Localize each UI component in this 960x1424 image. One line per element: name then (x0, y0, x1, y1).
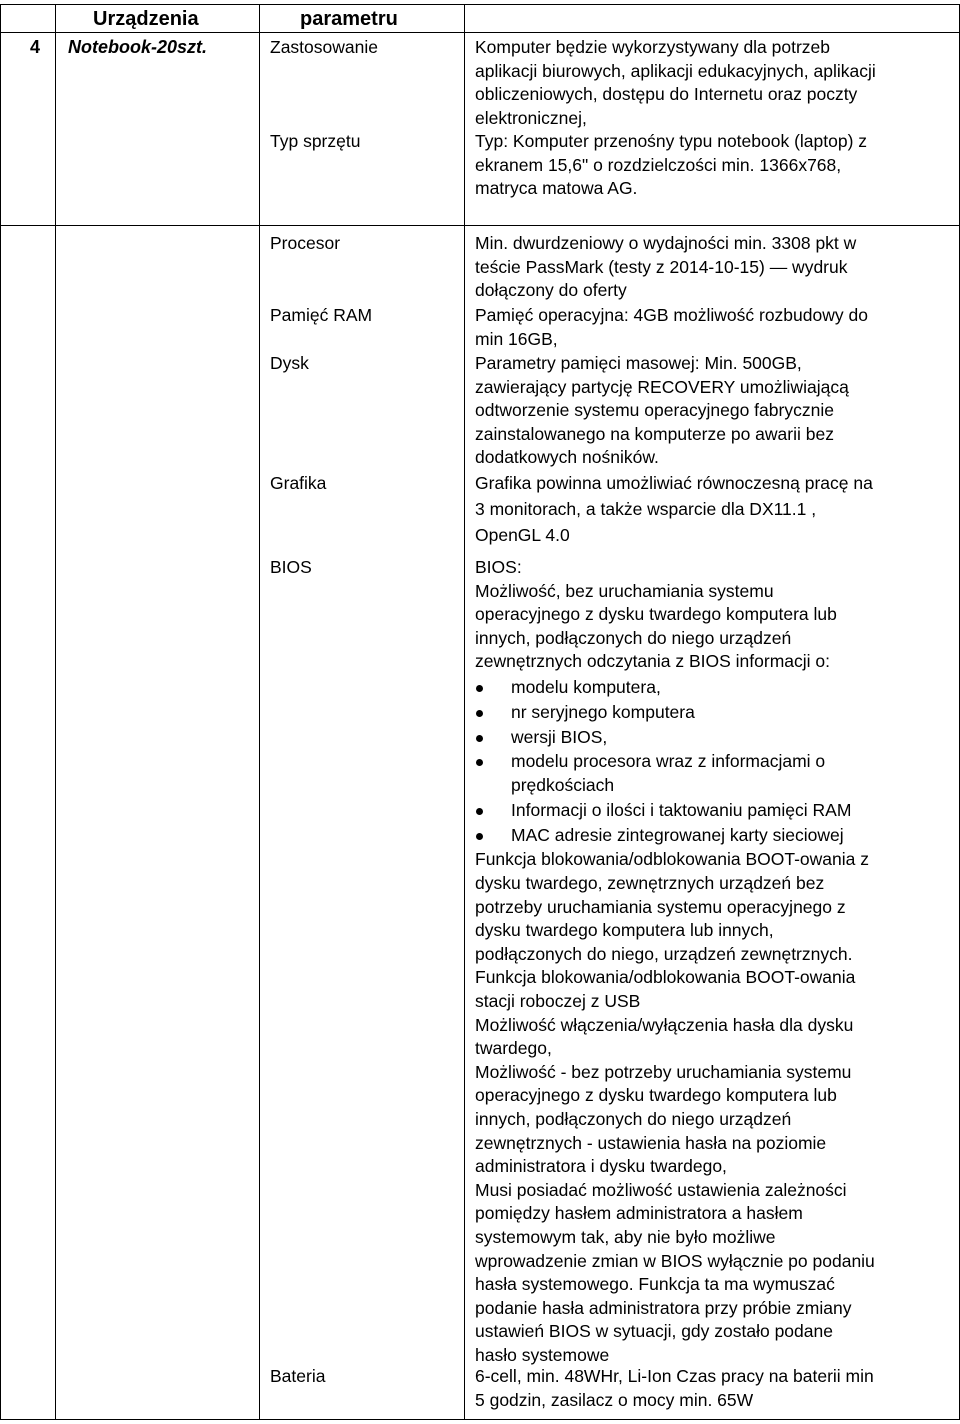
bios-bullet-line: modelu komputera, (511, 677, 661, 697)
bios-detail-line: podanie hasła administratora przy próbie zmiany (475, 1297, 852, 1318)
bios-detail-line: stacji roboczej z USB (475, 991, 641, 1011)
bios-detail-line: wprowadzenie zmian w BIOS wyłącznie po podaniu (475, 1250, 875, 1271)
param-value-line: Pamięć operacyjna: 4GB możliwość rozbudowy do (475, 305, 868, 325)
bios-detail-line: Musi posiadać możliwość ustawienia zależności (475, 1179, 847, 1200)
header-parameters: parametru (300, 8, 398, 30)
param-label: Zastosowanie (270, 37, 378, 57)
param-label: Dysk (270, 353, 309, 373)
param-value-line: min 16GB, (475, 328, 558, 349)
bios-detail-line: potrzeby uruchamiania systemu operacyjnego z (475, 896, 846, 917)
param-label: Bateria (270, 1366, 326, 1386)
param-value-line: Parametry pamięci masowej: Min. 500GB, (475, 353, 802, 373)
bios-detail-line: zewnętrznych - ustawienia hasła na poziomie (475, 1132, 827, 1153)
row-divider (0, 225, 960, 226)
bios-bullet-line: wersji BIOS, (511, 726, 608, 747)
param-value-line: 6-cell, min. 48WHr, Li-Ion Czas pracy na baterii min (475, 1366, 874, 1386)
param-value-line: 5 godzin, zasilacz o mocy min. 65W (475, 1389, 754, 1410)
bios-detail-line: dysku twardego, zewnętrznych urządzeń bez (475, 873, 825, 893)
param-label: Procesor (270, 233, 341, 253)
bios-detail-line: administratora i dysku twardego, (475, 1156, 727, 1177)
bios-detail-line: pomiędzy hasłem administratora a hasłem (475, 1203, 803, 1224)
param-label: BIOS (270, 557, 312, 577)
bios-detail-line: hasła systemowego. Funkcja ta ma wymuszać (475, 1274, 835, 1295)
param-value-line: obliczeniowych, dostępu do Internetu oraz poczty (475, 84, 858, 105)
param-value-line: ekranem 15,6" o rozdzielczości min. 1366x768, (475, 154, 842, 175)
bios-detail-line: operacyjnego z dysku twardego komputera lub (475, 1085, 837, 1106)
param-value-line: zawierający partycję RECOVERY umożliwiającą (475, 376, 849, 397)
col-line-1 (55, 4, 56, 1420)
bios-intro-line: Możliwość, bez uruchamiania systemu (475, 580, 774, 601)
header-devices: Urządzenia (93, 8, 199, 30)
bios-bullet-line: nr seryjnego komputera (511, 701, 695, 722)
bios-bullet-line: modelu procesora wraz z informacjami o (511, 751, 826, 772)
bullet-icon (476, 833, 483, 840)
param-value-line: Grafika powinna umożliwiać równoczesną pracę na (475, 473, 873, 493)
bios-detail-line: Funkcja blokowania/odblokowania BOOT-owania z (475, 849, 869, 870)
param-value-line: dołączony do oferty (475, 280, 627, 301)
param-value-line: zainstalowanego na komputerze po awarii bez (475, 423, 834, 444)
col-line-3 (464, 4, 465, 1420)
param-label: Grafika (270, 473, 327, 493)
bios-detail-line: dysku twardego komputera lub innych, (475, 920, 774, 941)
bios-intro-line: innych, podłączonych do niego urządzeń (475, 627, 792, 648)
bios-detail-line: podłączonych do niego, urządzeń zewnętrznych. (475, 943, 853, 964)
param-label: Pamięć RAM (270, 305, 373, 325)
param-label: Typ sprzętu (270, 131, 361, 151)
param-value-line: elektronicznej, (475, 107, 587, 128)
bios-bullet-line: Informacji o ilości i taktowaniu pamięci RAM (511, 799, 852, 820)
param-value-line: dodatkowych nośników. (475, 447, 659, 468)
bios-bullet-line: prędkościach (511, 775, 615, 795)
bullet-icon (476, 808, 483, 815)
bios-detail-line: Możliwość - bez potrzeby uruchamiania systemu (475, 1061, 852, 1082)
param-value-line: Komputer będzie wykorzystywany dla potrzeb (475, 37, 831, 57)
param-value-line: OpenGL 4.0 (475, 525, 570, 545)
bios-detail-line: twardego, (475, 1038, 552, 1059)
col-line-left (0, 4, 1, 1420)
param-value-line: Typ: Komputer przenośny typu notebook (laptop) z (475, 131, 868, 151)
param-value-line: 3 monitorach, a także wsparcie dla DX11.1 , (475, 499, 817, 519)
param-value-line: Min. dwurdzeniowy o wydajności min. 3308 pkt w (475, 233, 857, 253)
bullet-icon (476, 710, 483, 717)
param-value-line: matryca matowa AG. (475, 178, 638, 199)
table-border-bottom (0, 1419, 960, 1420)
bios-intro-line: zewnętrznych odczytania z BIOS informacji o: (475, 651, 831, 672)
param-value-line: odtworzenie systemu operacyjnego fabrycznie (475, 400, 834, 421)
bullet-icon (476, 735, 483, 742)
header-divider (0, 32, 960, 33)
bios-detail-line: systemowym tak, aby nie było możliwe (475, 1227, 776, 1247)
param-value-line: teście PassMark (testy z 2014-10-15) — wydruk (475, 256, 848, 277)
device-name: Notebook-20szt. (68, 37, 208, 57)
bios-intro-line: BIOS: (475, 557, 522, 577)
bios-intro-line: operacyjnego z dysku twardego komputera lub (475, 604, 837, 625)
bios-detail-line: hasło systemowe (475, 1345, 610, 1365)
row-number: 4 (30, 37, 41, 57)
bios-detail-line: ustawień BIOS w sytuacji, gdy zostało podane (475, 1321, 833, 1342)
param-value-line: aplikacji biurowych, aplikacji edukacyjnych, aplikacji (475, 60, 876, 81)
bios-detail-line: Możliwość włączenia/wyłączenia hasła dla dysku (475, 1014, 854, 1035)
bullet-icon (476, 685, 483, 692)
bios-bullet-line: MAC adresie zintegrowanej karty sieciowej (511, 824, 844, 845)
bios-detail-line: Funkcja blokowania/odblokowania BOOT-owania (475, 967, 856, 988)
bios-detail-line: innych, podłączonych do niego urządzeń (475, 1109, 792, 1129)
bullet-icon (476, 759, 483, 766)
table-border-top (0, 4, 960, 5)
col-line-2 (259, 4, 260, 1420)
